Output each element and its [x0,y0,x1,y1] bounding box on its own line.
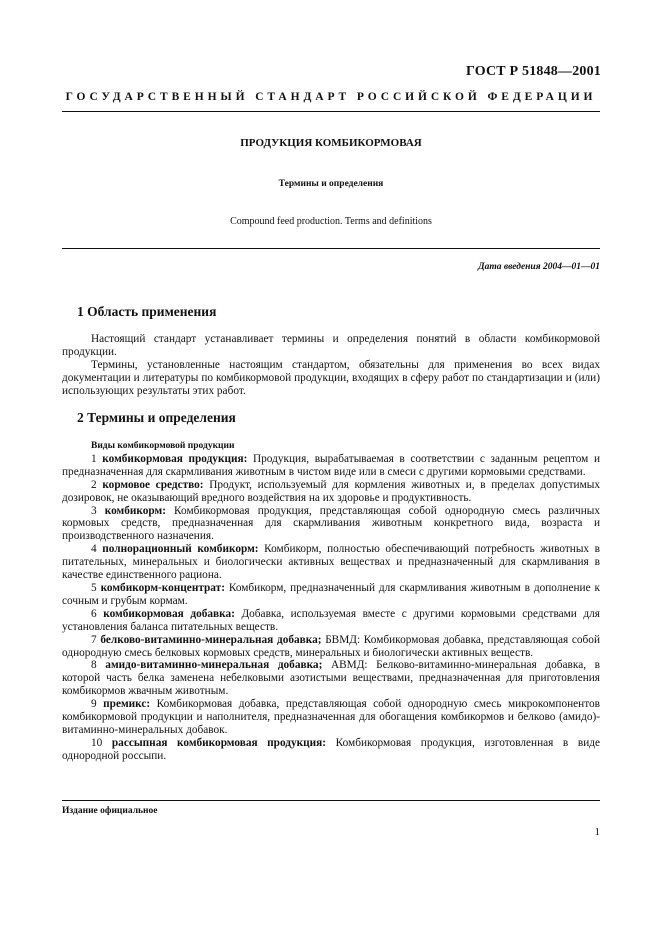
term-definition: Комбикормовая добавка, представляющая собой однородную смесь микрокомпонентов комбикормовой продукции и наполнителя, предназначенная для обогащения комбикормов и белково (амидо)-витаминно-минеральных добавок. [62,698,601,736]
section-1-paragraph: Термины, установленные настоящим стандартом, обязательны для применения во всех видах документации и литературы по комбикормовой продукции, входящих в сферу работ по стандартизации и (или) использующих результаты этих работ. [62,358,600,397]
term-entry: 5 комбикорм-концентрат: Комбикорм, предназначенный для скармливания животным в дополнение к сочным и грубым кормам. [62,581,600,607]
term-name: белково-витаминно-минеральная добавка; [100,633,322,646]
term-definition: Комбикорм, предназначенный для скармливания животным в дополнение к сочным и грубым кормам. [62,581,600,607]
section-1-paragraph: Настоящий стандарт устанавливает термины и определения понятий в области комбикормовой продукции. [62,333,600,358]
section-1-heading: 1 Область применения [77,304,217,319]
term-name: комбикорм: [104,504,166,517]
term-entry: 2 кормовое средство: Продукт, используемый для кормления животных и, в пределах допустимых дозировок, не оказывающий вредного воздействия на их здоровье и продуктивность. [62,478,600,504]
term-definition: Комбикормовая продукция, представляющая собой однородную смесь различных кормовых средств, предназначенная для скармливания животным конкретного вида, возраста и производственного назначения. [62,504,600,543]
section-2-body [62,440,600,763]
term-definition: Комбикорм, полностью обеспечивающий потребность животных в питательных, минеральных и биологически активных веществах и предназначенный для скармливания в качестве единственного рациона. [62,543,600,582]
term-entry: 7 белково-витаминно-минеральная добавка; БВМД: Комбикормовая добавка, представляющая собой однородную смесь белковых кормовых средств, минеральных и биологически активных веществ. [62,633,600,659]
english-title: Compound feed production. Terms and definitions [230,216,432,227]
page-number: 1 [594,826,600,838]
footer-rule [62,800,600,801]
term-definition: Продукт, используемый для кормления животных и, в пределах допустимых дозировок, не оказывающий вредного воздействия на их здоровье и продуктивность. [62,478,600,504]
term-entry: 4 полнорационный комбикорм: Комбикорм, полностью обеспечивающий потребность животных в питательных, минеральных и биологически активных веществах и предназначенный для скармливания в качестве единственного рациона. [62,543,600,582]
title-rule [62,248,600,249]
term-definition: Продукция, вырабатываемая в соответствии с заданным рецептом и предназначенная для скармливания животным в чистом виде или в смеси с другими кормовыми средствами. [62,452,600,478]
document-subtitle: Термины и определения [278,179,384,189]
effective-date: Дата введения 2004—01—01 [478,262,600,272]
section-2-heading: 2 Термины и определения [77,410,236,425]
term-definition: АВМД: Белково-витаминно-минеральная добавка, в которой часть белка заменена небелковыми азотистыми веществами, предназначенная для приготовления комбикормов жвачным животным. [62,659,600,698]
term-entry: 1 комбикормовая продукция: Продукция, вырабатываемая в соответствии с заданным рецептом и предназначенная для скармливания животным в чистом виде или в смеси с другими кормовыми средствами. [62,452,600,478]
term-definition: Добавка, используемая вместе с другими кормовыми средствами для установления баланса питательных веществ. [62,607,601,633]
term-name: рассыпная комбикормовая продукция: [111,736,327,749]
term-name: комбикормовая добавка: [103,607,235,620]
standard-code: ГОСТ Р 51848—2001 [465,64,601,79]
state-standard-heading: ГОСУДАРСТВЕННЫЙ СТАНДАРТ РОССИЙСКОЙ ФЕДЕРАЦИИ [65,91,597,103]
term-name: кормовое средство: [102,478,204,491]
term-definition: Комбикормовая продукция, изготовленная в виде однородной россыпи. [62,736,600,762]
term-name: полнорационный комбикорм: [102,543,259,556]
term-entry: 8 амидо-витаминно-минеральная добавка; АВМД: Белково-витаминно-минеральная добавка, в которой часть белка заменена небелковыми азотистыми веществами, предназначенная для приготовления комбикормов жвачным животным. [62,659,600,698]
term-entry: 3 комбикорм: Комбикормовая продукция, представляющая собой однородную смесь различных кормовых средств, предназначенная для скармливания животным конкретного вида, возраста и производственного назначения. [62,504,600,543]
term-name: комбикормовая продукция: [102,452,248,465]
term-name: амидо-витаминно-минеральная добавка; [105,659,323,672]
term-entry: 9 премикс: Комбикормовая добавка, представляющая собой однородную смесь микрокомпонентов комбикормовой продукции и наполнителя, предназначенная для обогащения комбикормов и белково (амидо)-витаминно-минеральных добавок. [62,698,601,736]
term-entry: 10 рассыпная комбикормовая продукция: Комбикормовая продукция, изготовленная в виде однородной россыпи. [62,736,600,762]
term-group-label: Виды комбикормовой продукции [91,441,235,451]
header-rule [62,111,600,112]
term-entry: 6 комбикормовая добавка: Добавка, используемая вместе с другими кормовыми средствами для установления баланса питательных веществ. [62,607,601,633]
term-name: премикс: [103,698,151,711]
term-definition: БВМД: Комбикормовая добавка, представляющая собой однородную смесь белковых кормовых средств, минеральных и биологически активных веществ. [62,633,600,659]
section-1-body [62,333,600,398]
document-title: ПРОДУКЦИЯ КОМБИКОРМОВАЯ [240,137,422,149]
term-name: комбикорм-концентрат: [100,581,225,594]
official-edition-note: Издание официальное [62,806,158,816]
